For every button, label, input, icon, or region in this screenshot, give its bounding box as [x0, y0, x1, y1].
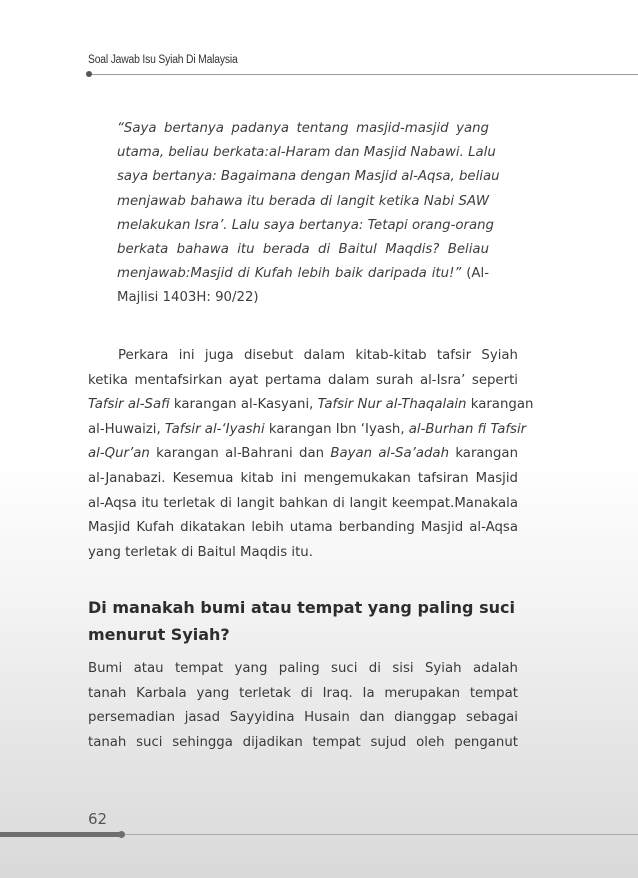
quote-line: [117, 262, 489, 286]
paragraph-line: al-Janabazi. Kesemua kitab ini mengemukakan tafsiran Masjid: [88, 470, 518, 486]
paragraph-tafsir: [88, 344, 534, 565]
paragraph-line: persemadian jasad Sayyidina Husain dan dianggap sebagai: [88, 710, 518, 726]
paragraph-text: karangan al-Kasyani,: [169, 397, 318, 413]
paragraph-text: karangan al-Bahrani dan: [149, 446, 331, 462]
block-quote: [117, 117, 500, 311]
paragraph-line: yang terletak di Baitul Maqdis itu.: [88, 544, 313, 560]
paragraph-line: [88, 418, 527, 443]
book-title: Tafsir Nur al-Thaqalain: [317, 397, 467, 413]
heading-line: menurut Syiah?: [88, 625, 230, 644]
paragraph-text: karangan: [449, 446, 519, 462]
quote-text: menjawab:Masjid di Kufah lebih baik daripada itu!”: [117, 266, 462, 282]
heading-line: Di manakah bumi atau tempat yang paling suci: [88, 598, 515, 617]
paragraph-karbala: [88, 657, 518, 755]
paragraph-text: karangan Ibn ‘Iyash,: [264, 421, 409, 437]
running-header-title: Soal Jawab Isu Syiah Di Malaysia: [88, 54, 238, 66]
quote-line: saya bertanya: Bagaimana dengan Masjid al-Aqsa, beliau: [117, 169, 500, 185]
footer-rule-dot: [118, 831, 125, 838]
footer-bar: [0, 832, 122, 837]
book-title: al-Burhan fi Tafsir: [408, 421, 527, 437]
paragraph-line: tanah suci sehingga dijadikan tempat sujud oleh penganut: [88, 734, 518, 750]
page-number: 62: [88, 810, 108, 828]
paragraph-line: Bumi atau tempat yang paling suci di sisi Syiah adalah: [88, 661, 518, 676]
quote-citation: (Al-: [466, 266, 489, 282]
footer-rule: [122, 834, 638, 835]
quote-line: utama, beliau berkata:al-Haram dan Masjid Nabawi. Lalu: [117, 145, 496, 161]
paragraph-line: ketika mentafsirkan ayat pertama dalam surah al-Isra’ seperti: [88, 372, 518, 388]
book-title: Tafsir al-‘Iyashi: [164, 421, 265, 437]
book-title: Tafsir al-Safi: [88, 397, 170, 413]
quote-line: berkata bahawa itu berada di Baitul Maqdis? Beliau: [117, 242, 489, 258]
paragraph-line: Perkara ini juga disebut dalam kitab-kitab tafsir Syiah: [118, 348, 518, 363]
paragraph-text: karangan: [466, 397, 534, 413]
header-rule-dot: [86, 71, 92, 77]
section-heading: [88, 594, 518, 648]
paragraph-line: al-Aqsa itu terletak di langit bahkan di langit keempat.Manakala: [88, 495, 518, 511]
quote-citation-line: Majlisi 1403H: 90/22): [117, 290, 259, 306]
book-title: Bayan al-Sa’adah: [330, 446, 450, 462]
paragraph-line: tanah Karbala yang terletak di Iraq. Ia merupakan tempat: [88, 685, 518, 701]
paragraph-line: [88, 442, 518, 467]
quote-line: menjawab bahawa itu berada di langit ketika Nabi SAW: [117, 193, 489, 209]
paragraph-text: al-Huwaizi,: [88, 421, 165, 437]
quote-line: melakukan Isra’. Lalu saya bertanya: Tetapi orang-orang: [117, 217, 494, 233]
header-rule: [88, 74, 638, 75]
paragraph-line: Masjid Kufah dikatakan lebih utama berbanding Masjid al-Aqsa: [88, 520, 518, 536]
paragraph-line: [88, 393, 534, 418]
book-title: al-Qur’an: [88, 446, 150, 462]
quote-line: “Saya bertanya padanya tentang masjid-masjid yang: [117, 121, 489, 136]
